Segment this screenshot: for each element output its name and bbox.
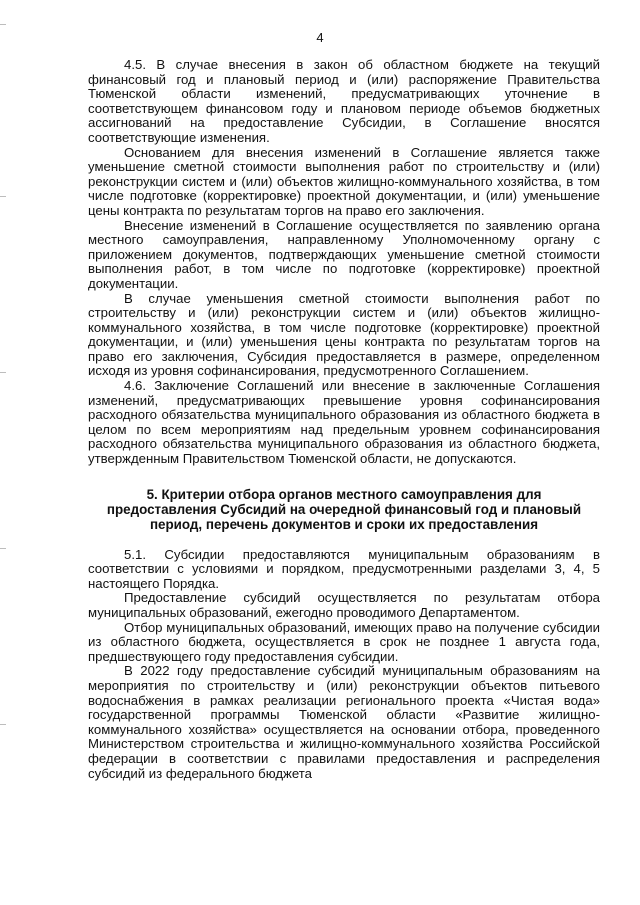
paragraph: В случае уменьшения сметной стоимости выполнения работ по строительству и (или) реконструкции систем и (или) объектов жилищно-коммунального хозяйства, в том числе подготовке (корректировке) проектной документации, и (или) уменьшения цены контракта по результатам торгов на право его заключения, Субсидия предоставляется в размере, определенном исходя из уровня софинансирования, предусмотренного Соглашением.	[88, 290, 600, 379]
paragraph: Отбор муниципальных образований, имеющих право на получение субсидии из областного бюджета, осуществляется в срок не позднее 1 августа года, предшествующего году предоставления субсидии.	[88, 619, 600, 664]
section-title-line: период, перечень документов и сроки их предоставления	[149, 516, 539, 532]
scan-edge-mark	[0, 724, 6, 725]
paragraph: Основанием для внесения изменений в Соглашение является также уменьшение сметной стоимости выполнения работ по строительству и (или) реконструкции систем и (или) объектов жилищно-коммунального хозяйства, в том числе подготовке (корректировке) проектной документации, и (или) уменьшение цены контракта по результатам торгов на право его заключения.	[88, 144, 600, 218]
page-number: 4	[316, 30, 324, 45]
paragraph-4-5: 4.5. В случае внесения в закон об областном бюджете на текущий финансовый год и плановый период и (или) распоряжение Правительства Тюменской области изменений, предусматривающих уточнение в соответствующем финансовом году и плановом периоде объемов бюджетных ассигнований на предоставление Субсидии, в Соглашение вносятся соответствующие изменения.	[88, 57, 600, 145]
paragraph: В 2022 году предоставление субсидий муниципальным образованиям на мероприятия по строительству и (или) реконструкции объектов питьевого водоснабжения в рамках реализации регионального проекта «Чистая вода» государственной программы Тюменской области «Развитие жилищно-коммунального хозяйства» осуществляется на основании отбора, проведенного Министерством строительства и жилищно-коммунального хозяйства Российской федерации в соответствии с правилами предоставления и распределения субсидий из федерального бюджета	[88, 663, 600, 781]
paragraph: Внесение изменений в Соглашение осуществляется по заявлению органа местного самоуправления, направленному Уполномоченному органу с приложением документов, подтверждающих уменьшение сметной стоимости выполнения работ, в том числе по подготовке (корректировке) проектной документации.	[88, 217, 600, 291]
scan-edge-mark	[0, 24, 6, 25]
paragraph-4-6: 4.6. Заключение Соглашений или внесение в заключенные Соглашения изменений, предусматривающих превышение уровня софинансирования расходного обязательства муниципального образования из областного бюджета в целом по всем мероприятиям над предельным уровнем софинансирования расходного обязательства муниципального образования из областного бюджета, утвержденным Правительством Тюменской области, не допускаются.	[88, 378, 600, 467]
section-title-line: предоставления Субсидий на очередной финансовый год и плановый	[106, 501, 582, 517]
document-body	[88, 58, 600, 781]
paragraph-5-1: 5.1. Субсидии предоставляются муниципальным образованиям в соответствии с условиями и порядком, предусмотренными разделами 3, 4, 5 настоящего Порядка.	[88, 546, 600, 591]
scan-edge-mark	[0, 196, 6, 197]
section-title-line: 5. Критерии отбора органов местного самоуправления для	[146, 486, 542, 502]
scan-edge-mark	[0, 548, 6, 549]
section-title	[88, 487, 600, 532]
paragraph: Предоставление субсидий осуществляется по результатам отбора муниципальных образований, ежегодно проводимого Департаментом.	[88, 590, 600, 620]
scan-edge-mark	[0, 372, 6, 373]
